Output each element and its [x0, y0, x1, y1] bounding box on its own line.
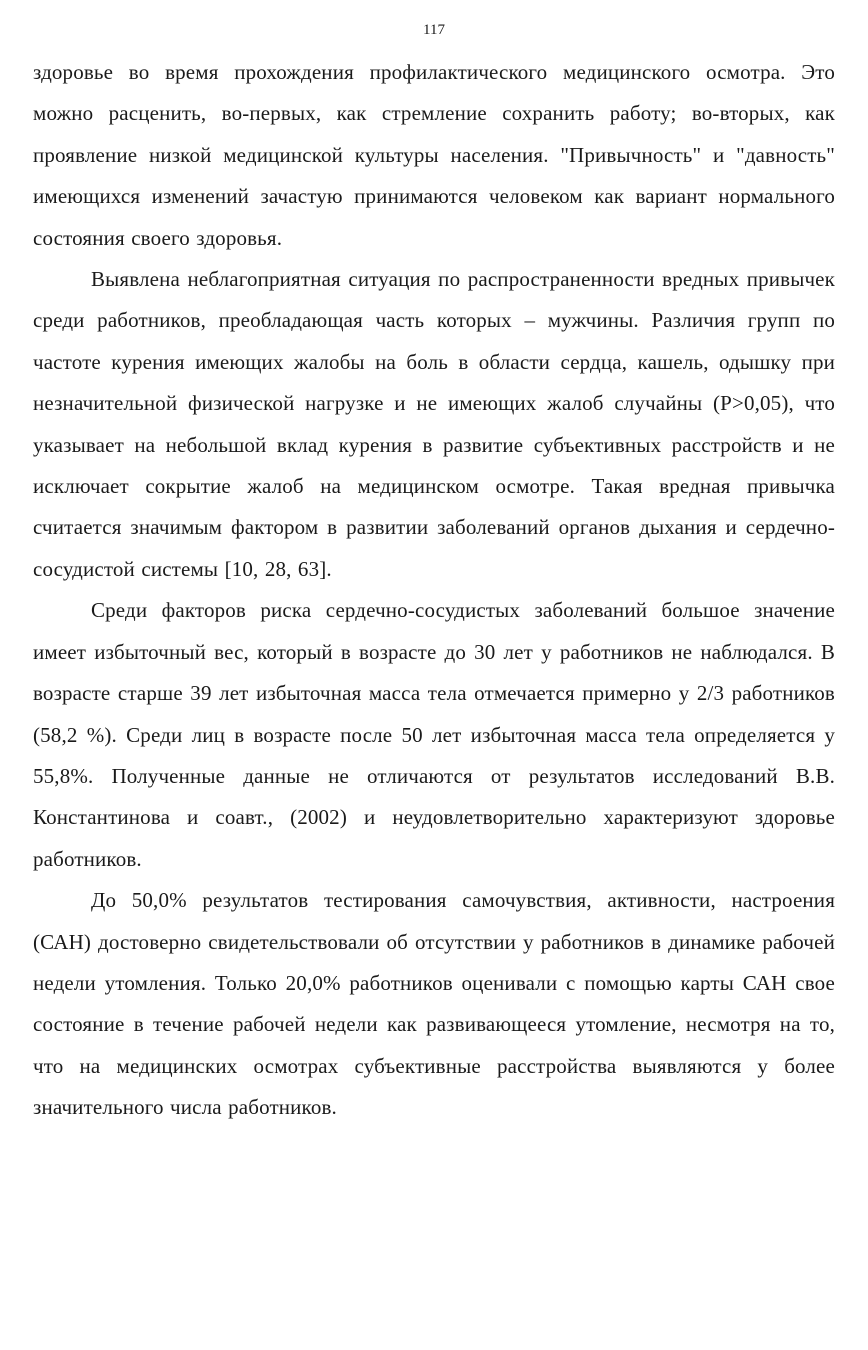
paragraph-3: Среди факторов риска сердечно-сосудистых заболеваний большое значение имеет избыточный вес, который в возрасте до 30 лет у работников не наблюдался. В возрасте старше 39 лет избыточная масса тела отмечается примерно у 2/3 работников (58,2 %). Среди лиц в возрасте после 50 лет избыточная масса тела определяется у 55,8%. Полученные данные не отличаются от результатов исследований В.В. Константинова и соавт., (2002) и неудовлетворительно характеризуют здоровье работников. [33, 598, 835, 871]
paragraph-1: здоровье во время прохождения профилактического медицинского осмотра. Это можно расценить, во-первых, как стремление сохранить работу; во-вторых, как проявление низкой медицинской культуры населения. "Привычность" и "давность" имеющихся изменений зачастую принимаются человеком как вариант нормального состояния своего здоровья. [33, 60, 835, 250]
page-number: 117 [423, 22, 445, 38]
paragraph-4: До 50,0% результатов тестирования самочувствия, активности, настроения (САН) достоверно свидетельствовали об отсутствии у работников в динамике рабочей недели утомления. Только 20,0% работников оценивали с помощью карты САН свое состояние в течение рабочей недели как развивающееся утомление, несмотря на то, что на медицинских осмотрах субъективные расстройства выявляются у более значительного числа работников. [33, 888, 835, 1120]
document-body [33, 52, 835, 1129]
paragraph-2: Выявлена неблагоприятная ситуация по распространенности вредных привычек среди работников, преобладающая часть которых – мужчины. Различия групп по частоте курения имеющих жалобы на боль в области сердца, кашель, одышку при незначительной физической нагрузке и не имеющих жалоб случайны (P>0,05), что указывает на небольшой вклад курения в развитие субъективных расстройств и не исключает сокрытие жалоб на медицинском осмотре. Такая вредная привычка считается значимым фактором в развитии заболеваний органов дыхания и сердечно-сосудистой системы [10, 28, 63]. [33, 267, 835, 581]
